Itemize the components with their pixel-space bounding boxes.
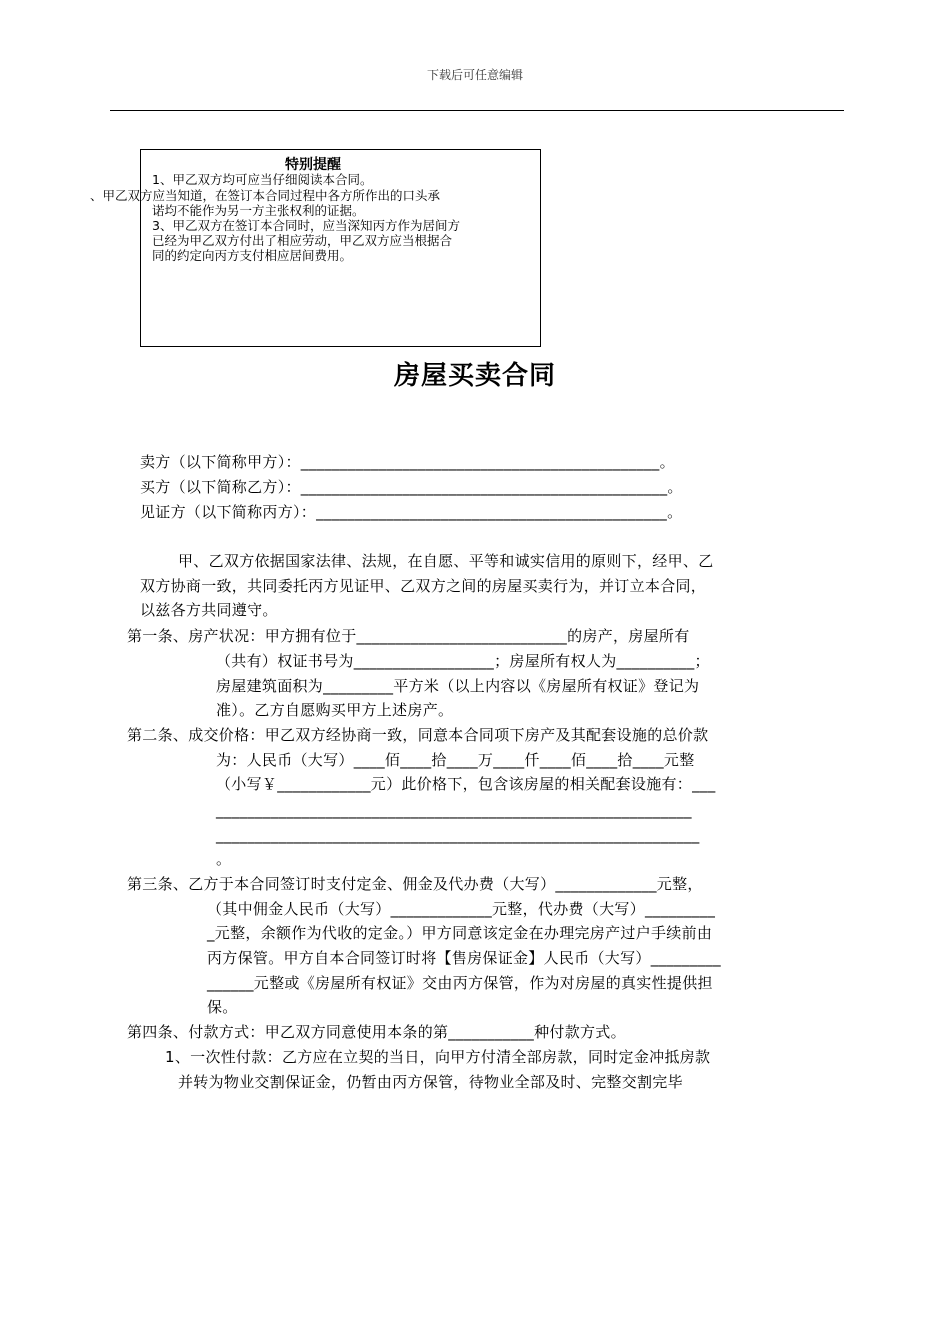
document-title: 房屋买卖合同 [393, 361, 556, 391]
article-4-line: 1、一次性付款：乙方应在立契的当日，向甲方付清全部房款，同时定金冲抵房款 [165, 1048, 711, 1066]
article-1-line: （共有）权证书号为__________________；房屋所有权人为__________； [216, 652, 710, 670]
header-divider [110, 110, 844, 111]
article-1-line: 准）。乙方自愿购买甲方上述房产。 [216, 701, 454, 719]
article-1-line: 房屋建筑面积为_________平方米（以上内容以《房屋所有权证》登记为 [216, 677, 700, 695]
notice-line: 诺均不能作为另一方主张权利的证据。 [152, 203, 365, 218]
notice-line: 同的约定向丙方支付相应居间费用。 [152, 248, 353, 263]
article-3-line: 丙方保管。甲方自本合同签订时将【售房保证金】人民币（大写）_________ [207, 949, 721, 967]
article-4-line: 并转为物业交割保证金，仍暂由丙方保管，待物业全部及时、完整交割完毕 [178, 1073, 683, 1091]
notice-line: 1、甲乙双方均可应当仔细阅读本合同。 [152, 172, 373, 187]
article-3-line: 第三条、乙方于本合同签订时支付定金、佣金及代办费（大写）_____________元整， [127, 875, 703, 893]
article-4-line: 第四条、付款方式：甲乙双方同意使用本条的第___________种付款方式。 [127, 1023, 626, 1041]
article-2-line: ______________________________________________________________ [216, 826, 700, 844]
article-2-line: （小写￥____________元）此价格下，包含该房屋的相关配套设施有：___ [216, 775, 716, 793]
party-witness: 见证方（以下简称丙方）：_____________________________________________。 [140, 503, 683, 521]
intro-line: 双方协商一致，共同委托丙方见证甲、乙双方之间的房屋买卖行为，并订立本合同， [140, 577, 707, 595]
party-seller: 卖方（以下简称甲方）：______________________________________________。 [140, 453, 675, 471]
party-buyer: 买方（以下简称乙方）：_______________________________________________。 [140, 478, 683, 496]
article-2-line: 为：人民币（大写）____佰____拾____万____仟____佰____拾____元整 [216, 751, 695, 769]
article-3-line: ______元整或《房屋所有权证》交由丙方保管，作为对房屋的真实性提供担 [207, 974, 713, 992]
intro-line: 甲、乙双方依据国家法律、法规，在自愿、平等和诚实信用的原则下，经甲、乙 [178, 552, 714, 570]
article-2-line: 。 [216, 850, 232, 868]
article-3-line: （其中佣金人民币（大写）_____________元整，代办费（大写）_________ [207, 900, 716, 918]
article-3-line: _元整，余额作为代收的定金。）甲方同意该定金在办理完房产过户手续前由 [207, 924, 713, 942]
article-1-line: 第一条、房产状况：甲方拥有位于___________________________的房产，房屋所有 [127, 627, 690, 645]
article-2-line: _____________________________________________________________ [216, 801, 692, 819]
intro-line: 以兹各方共同遵守。 [140, 601, 278, 619]
article-2-line: 第二条、成交价格：甲乙双方经协商一致，同意本合同项下房产及其配套设施的总价款 [127, 726, 709, 744]
notice-title: 特别提醒 [285, 157, 341, 173]
notice-line: 3、甲乙双方在签订本合同时，应当深知丙方作为居间方 [152, 218, 460, 233]
article-3-line: 保。 [207, 998, 238, 1016]
notice-line: 已经为甲乙双方付出了相应劳动，甲乙双方应当根据合 [152, 233, 453, 248]
notice-line: 、甲乙双方应当知道，在签订本合同过程中各方所作出的口头承 [90, 188, 441, 203]
header-note: 下载后可任意编辑 [426, 68, 523, 82]
